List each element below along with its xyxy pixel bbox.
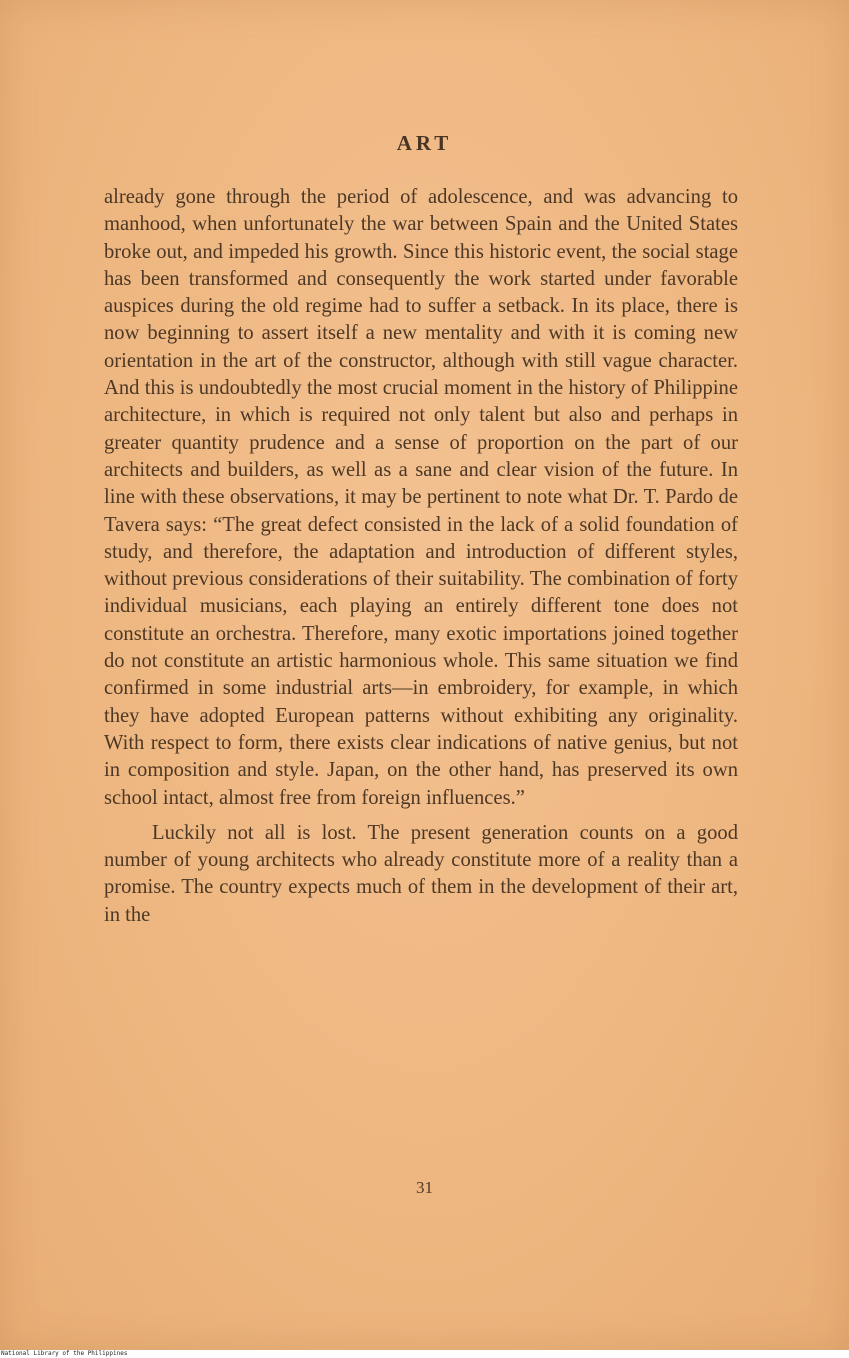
paragraph-1: already gone through the period of adolescence, and was advancing to manhood, when unfortunately the war between Spain and the United States broke out, and impeded his growth. Since this historic event, the social stage has been transformed and consequently the work started under favorable auspices during the old regime had to suffer a setback. In its place, there is now beginning to assert itself a new mentality and with it is coming new orientation in the art of the constructor, although with still vague character. And this is undoubtedly the most crucial moment in the history of Philippine architecture, in which is required not only talent but also and perhaps in greater quantity prudence and a sense of proportion on the part of our architects and builders, as well as a sane and clear vision of the future. In line with these observations, it may be pertinent to note what Dr. T. Pardo de Tavera says: “The great defect consisted in the lack of a solid foundation of study, and therefore, the adaptation and introduction of different styles, without previous considerations of their suitability. The combination of forty individual musicians, each playing an entirely different tone does not constitute an orchestra. Therefore, many exotic importations joined together do not constitute an artistic harmonious whole. This same situation we find confirmed in some industrial arts—in embroidery, for example, in which they have adopted European patterns without exhibiting any originality. With respect to form, there exists clear indications of native genius, but not in composition and style. Japan, on the other hand, has preserved its own school intact, almost free from foreign influences.”: [104, 186, 738, 809]
footer-strip: [0, 1350, 849, 1358]
body-text: [104, 184, 738, 929]
paragraph-2: Luckily not all is lost. The present generation counts on a good number of young architects who already constitute more of a reality than a promise. The country expects much of them in the development of their art, in the: [104, 821, 738, 926]
page-number: 31: [416, 1178, 433, 1197]
running-head: ART: [396, 131, 453, 155]
library-credit: National Library of the Philippines: [1, 1350, 128, 1357]
